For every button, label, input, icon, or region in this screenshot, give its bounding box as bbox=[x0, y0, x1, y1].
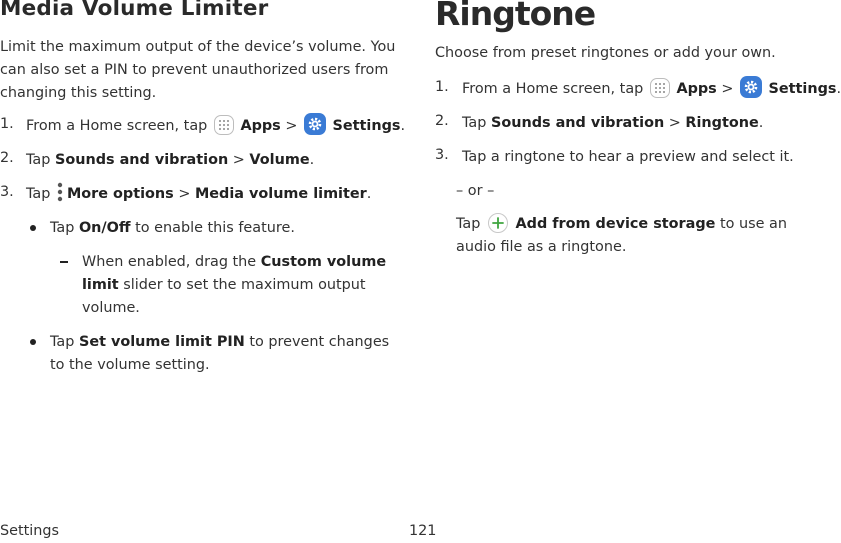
apps-label: Apps bbox=[676, 81, 717, 97]
step-2-text: Tap Sounds and vibration > Volume. bbox=[26, 152, 315, 168]
or-separator: – or – bbox=[456, 183, 495, 199]
add-plus-icon bbox=[488, 213, 508, 233]
section-intro: Choose from preset ringtones or add your own. bbox=[435, 45, 776, 61]
dash-bullet-icon bbox=[60, 261, 68, 263]
settings-gear-icon bbox=[304, 113, 326, 135]
step-number: 2. bbox=[0, 150, 14, 166]
bullet-2-text: Tap Set volume limit PIN to prevent changes to the volume setting. bbox=[50, 334, 390, 373]
footer-section-name: Settings bbox=[0, 523, 60, 539]
bullet-1-text: Tap On/Off to enable this feature. bbox=[50, 220, 295, 236]
settings-label: Settings bbox=[768, 81, 837, 97]
step-number: 1. bbox=[435, 79, 449, 95]
bullet-icon bbox=[30, 339, 36, 345]
sub-bullet-text: When enabled, drag the Custom volume limit slider to set the maximum output volume. bbox=[82, 254, 387, 316]
apps-grid-icon bbox=[214, 115, 234, 135]
section-heading: Media Volume Limiter bbox=[0, 0, 269, 21]
apps-grid-icon bbox=[650, 78, 670, 98]
step-number: 2. bbox=[435, 113, 449, 129]
settings-gear-icon bbox=[740, 76, 762, 98]
settings-label: Settings bbox=[332, 118, 401, 134]
step-1-text: From a Home screen, tap Apps > Settings. bbox=[26, 115, 405, 138]
step-number: 1. bbox=[0, 116, 14, 132]
step-2-text: Tap Sounds and vibration > Ringtone. bbox=[462, 115, 764, 131]
more-options-icon bbox=[57, 182, 63, 202]
section-heading: Ringtone bbox=[435, 0, 596, 33]
section-intro: Limit the maximum output of the device’s volume. You can also set a PIN to prevent unauthorized users from changing this setting. bbox=[0, 39, 396, 101]
step-number: 3. bbox=[0, 184, 14, 200]
step-number: 3. bbox=[435, 147, 449, 163]
step-1-text: From a Home screen, tap Apps > Settings. bbox=[462, 78, 841, 101]
page-number: 121 bbox=[409, 523, 437, 539]
bullet-icon bbox=[30, 225, 36, 231]
step-3-text: Tap More options > Media volume limiter. bbox=[26, 183, 371, 206]
add-from-storage-text: Tap Add from device storage to use an audio file as a ringtone. bbox=[456, 213, 816, 259]
apps-label: Apps bbox=[240, 118, 281, 134]
step-3-text: Tap a ringtone to hear a preview and select it. bbox=[462, 149, 794, 165]
